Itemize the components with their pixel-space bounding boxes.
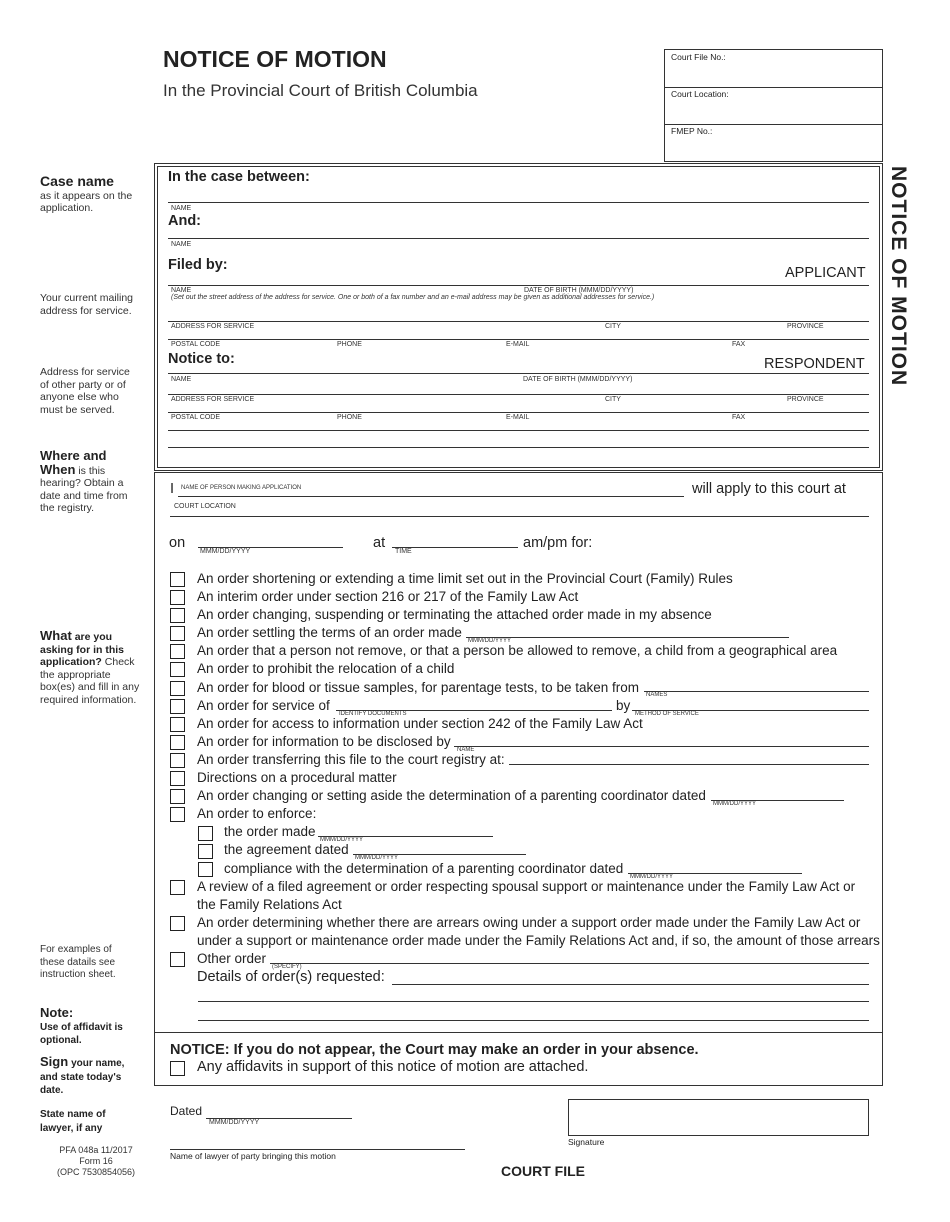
- order-7-names-label: NAMES: [646, 692, 668, 698]
- applicant-address-label: ADDRESS FOR SERVICE: [171, 323, 255, 330]
- respondent-contact-input[interactable]: [168, 396, 868, 412]
- order-13-date-input[interactable]: [713, 785, 843, 800]
- details-label: Details of order(s) requested:: [197, 969, 385, 985]
- court-file-label: Court File No.:: [671, 52, 726, 62]
- order-4-date-input[interactable]: [467, 622, 787, 637]
- applicant-city-label: CITY: [605, 323, 621, 330]
- and-label: And:: [168, 213, 202, 229]
- order-14-checkbox[interactable]: [170, 807, 185, 822]
- order-13-label: An order changing or setting aside the determination of a parenting coordinator dated: [197, 788, 706, 803]
- order-8-method-input[interactable]: [634, 695, 868, 710]
- sidebar-other-party: Address for service of other party or of anyone else who must be served.: [40, 366, 130, 416]
- order-1-checkbox[interactable]: [170, 572, 185, 587]
- applicant-label: APPLICANT: [785, 265, 866, 281]
- applicant-postal-label: POSTAL CODE: [171, 341, 221, 348]
- order-6-label: An order to prohibit the relocation of a child: [197, 661, 455, 676]
- order-16-label-line1: An order determining whether there are arrears owing under a support order made under the Family Law Act or: [197, 915, 861, 930]
- order-12-label: Directions on a procedural matter: [197, 770, 397, 785]
- order-11-label: An order transferring this file to the court registry at:: [197, 752, 505, 767]
- hearing-date-input[interactable]: [200, 531, 342, 547]
- order-14a-checkbox[interactable]: [198, 826, 213, 841]
- hearing-date-label: MMM/DD/YYYY: [200, 548, 251, 555]
- order-16-checkbox[interactable]: [170, 916, 185, 931]
- order-6-checkbox[interactable]: [170, 662, 185, 677]
- order-9-checkbox[interactable]: [170, 717, 185, 732]
- order-14b-date-label: MMM/DD/YYYY: [355, 855, 399, 861]
- form-id-line2: Form 16: [79, 1156, 113, 1166]
- sidebar-case-name: [40, 175, 150, 215]
- applicant-contact-input[interactable]: [168, 323, 868, 339]
- respondent-address-label: ADDRESS FOR SERVICE: [171, 396, 255, 403]
- note-title: Note:: [40, 1005, 74, 1020]
- sign-text: your name, and state today's date.: [40, 1058, 125, 1096]
- dated-input[interactable]: [208, 1102, 351, 1118]
- order-8-documents-label: IDENTIFY DOCUMENTS: [339, 711, 407, 717]
- page-title: NOTICE OF MOTION: [163, 46, 387, 72]
- form-id-line3: (OPC 7530854056): [56, 1167, 136, 1177]
- order-4-date-label: MMM/DD/YYYY: [468, 638, 512, 644]
- respondent-name-input[interactable]: [168, 357, 748, 373]
- court-file-input[interactable]: [669, 64, 877, 84]
- order-13-checkbox[interactable]: [170, 789, 185, 804]
- order-14-label: An order to enforce:: [197, 806, 317, 821]
- party1-name-label: NAME: [171, 205, 192, 212]
- order-3-label: An order changing, suspending or terminating the attached order made in my absence: [197, 607, 712, 622]
- order-3-checkbox[interactable]: [170, 608, 185, 623]
- order-8-by-label: by: [616, 698, 631, 713]
- signature-box[interactable]: [568, 1099, 869, 1136]
- sidebar-what: [40, 630, 145, 706]
- applicant-province-label: PROVINCE: [787, 323, 824, 330]
- applicant-phone-label: PHONE: [337, 341, 362, 348]
- court-location-hearing-label: COURT LOCATION: [174, 503, 236, 510]
- respondent-province-label: PROVINCE: [787, 396, 824, 403]
- details-input-2[interactable]: [198, 986, 868, 1001]
- person-making-label: NAME OF PERSON MAKING APPLICATION: [181, 485, 302, 491]
- hearing-time-label: TIME: [395, 548, 412, 555]
- signature-label: Signature: [568, 1137, 605, 1147]
- court-location-hearing-input[interactable]: [250, 500, 868, 516]
- ampm-label: am/pm for:: [523, 535, 593, 551]
- person-making-input[interactable]: [330, 479, 682, 495]
- applicant-address-input[interactable]: [168, 305, 868, 321]
- sidebar-note: [40, 1007, 140, 1048]
- order-14b-label: the agreement dated: [224, 842, 349, 857]
- sidebar-where-when: [40, 450, 140, 515]
- note-text: Use of affidavit is optional.: [40, 1021, 123, 1046]
- order-4-label: An order settling the terms of an order made: [197, 625, 462, 640]
- applicant-fax-label: FAX: [732, 341, 746, 348]
- page-subtitle: In the Provincial Court of British Columbia: [163, 81, 478, 100]
- order-17-specify-label: (SPECIFY): [272, 964, 302, 970]
- court-file-box: [664, 49, 883, 162]
- case-between-label: In the case between:: [168, 169, 310, 185]
- order-4-checkbox[interactable]: [170, 626, 185, 641]
- order-9-label: An order for access to information under section 242 of the Family Law Act: [197, 716, 643, 731]
- order-17-checkbox[interactable]: [170, 952, 185, 967]
- order-10-name-label: NAME: [457, 747, 475, 753]
- respondent-postal-label: POSTAL CODE: [171, 414, 221, 421]
- sign-title: Sign: [40, 1054, 69, 1069]
- order-5-label: An order that a person not remove, or that a person be allowed to remove, a child from a geographical area: [197, 643, 838, 658]
- respondent-phone-label: PHONE: [337, 414, 362, 421]
- order-15-label-line2: the Family Relations Act: [197, 897, 342, 912]
- order-17-specify-input[interactable]: [272, 948, 868, 963]
- vertical-title: NOTICE OF MOTION: [887, 166, 910, 387]
- applicant-email-label: E-MAIL: [506, 341, 530, 348]
- order-10-checkbox[interactable]: [170, 735, 185, 750]
- on-label: on: [169, 535, 186, 551]
- party2-name-input[interactable]: [210, 222, 868, 238]
- other-party-line2-input[interactable]: [168, 431, 868, 447]
- details-input-1[interactable]: [394, 969, 868, 984]
- filed-by-label: Filed by:: [168, 257, 228, 273]
- order-7-names-input[interactable]: [646, 676, 868, 691]
- sidebar-mailing: Your current mailing address for service.: [40, 292, 133, 317]
- sidebar-lawyer: [40, 1108, 130, 1135]
- order-8-label: An order for service of: [197, 698, 330, 713]
- i-label: I: [170, 481, 175, 497]
- order-11-checkbox[interactable]: [170, 753, 185, 768]
- order-10-name-input[interactable]: [456, 731, 868, 746]
- respondent-name-label: NAME: [171, 376, 192, 383]
- respondent-dob-label: DATE OF BIRTH (MMM/DD/YYYY): [523, 376, 633, 383]
- fmep-label: FMEP No.:: [671, 126, 713, 136]
- notice-to-label: Notice to:: [168, 351, 235, 367]
- court-file-footer: COURT FILE: [501, 1163, 585, 1179]
- applicant-name-input[interactable]: [168, 269, 768, 285]
- order-14c-date-label: MMM/DD/YYYY: [630, 874, 674, 880]
- order-14a-date-label: MMM/DD/YYYY: [320, 837, 364, 843]
- order-14c-date-input[interactable]: [630, 858, 801, 873]
- lawyer-name-input[interactable]: [170, 1134, 464, 1149]
- order-16-label-line2: under a support or maintenance order made under the Family Relations Act and, if so, the amount of those arrears: [197, 933, 880, 948]
- other-party-line1-input[interactable]: [168, 414, 868, 430]
- lawyer-name-label: Name of lawyer of party bringing this motion: [170, 1151, 336, 1161]
- order-7-checkbox[interactable]: [170, 681, 185, 696]
- dated-label: Dated: [170, 1104, 203, 1118]
- case-name-title: Case name: [40, 173, 114, 189]
- order-5-checkbox[interactable]: [170, 644, 185, 659]
- order-8-checkbox[interactable]: [170, 699, 185, 714]
- order-13-date-label: MMM/DD/YYYY: [713, 801, 757, 807]
- order-12-checkbox[interactable]: [170, 771, 185, 786]
- order-2-checkbox[interactable]: [170, 590, 185, 605]
- order-1-label: An order shortening or extending a time limit set out in the Provincial Court (Family) Rules: [197, 571, 733, 586]
- details-input-3[interactable]: [198, 1005, 868, 1020]
- order-8-documents-input[interactable]: [338, 695, 610, 710]
- when-title: When: [40, 461, 76, 477]
- service-note: (Set out the street address of the address for service. One or both of a fax number and an e-mail address may be given as additional addresses for service.): [171, 294, 655, 301]
- respondent-label: RESPONDENT: [764, 356, 865, 372]
- case-name-text: as it appears on the application.: [40, 189, 133, 214]
- what-title: What: [40, 628, 72, 643]
- order-14b-checkbox[interactable]: [198, 844, 213, 859]
- respondent-address-input[interactable]: [168, 378, 868, 394]
- where-title: Where and: [40, 448, 107, 463]
- lawyer-text: State name of lawyer, if any: [40, 1109, 106, 1134]
- order-15-checkbox[interactable]: [170, 880, 185, 895]
- dated-date-label: MMM/DD/YYYY: [209, 1119, 260, 1126]
- order-14b-date-input[interactable]: [355, 839, 525, 854]
- what-bold: are you asking for in this application?: [40, 631, 125, 668]
- applicant-dob-label: DATE OF BIRTH (MMM/DD/YYYY): [524, 287, 634, 294]
- order-14c-checkbox[interactable]: [198, 862, 213, 877]
- order-14a-date-input[interactable]: [320, 821, 492, 836]
- court-location-label: Court Location:: [671, 89, 729, 99]
- order-17-label: Other order: [197, 951, 267, 966]
- form-id: [50, 1145, 142, 1178]
- when-text: is this hearing? Obtain a date and time from the registry.: [40, 464, 128, 514]
- party2-name-label: NAME: [171, 241, 192, 248]
- party1-name-input[interactable]: [168, 186, 868, 202]
- order-14c-label: compliance with the determination of a parenting coordinator dated: [224, 861, 624, 876]
- order-2-label: An interim order under section 216 or 217 of the Family Law Act: [197, 589, 579, 604]
- respondent-city-label: CITY: [605, 396, 621, 403]
- court-location-input[interactable]: [669, 101, 877, 121]
- order-8-method-label: METHOD OF SERVICE: [635, 711, 699, 717]
- order-11-registry-input[interactable]: [511, 749, 868, 764]
- hearing-time-input[interactable]: [394, 531, 516, 547]
- what-text: Check the appropriate box(es) and fill in any required information.: [40, 656, 140, 706]
- fmep-input[interactable]: [669, 138, 877, 158]
- respondent-fax-label: FAX: [732, 414, 746, 421]
- affidavits-checkbox[interactable]: [170, 1061, 185, 1076]
- order-7-label: An order for blood or tissue samples, for parentage tests, to be taken from: [197, 680, 639, 695]
- notice-warning: NOTICE: If you do not appear, the Court may make an order in your absence.: [170, 1042, 699, 1058]
- sidebar-examples: For examples of these datails see instruction sheet.: [40, 944, 116, 980]
- at-label: at: [373, 535, 386, 551]
- order-10-label: An order for information to be disclosed by: [197, 734, 451, 749]
- will-apply-label: will apply to this court at: [692, 481, 846, 497]
- affidavits-label: Any affidavits in support of this notice of motion are attached.: [197, 1059, 589, 1075]
- order-14a-label: the order made: [224, 824, 316, 839]
- respondent-email-label: E-MAIL: [506, 414, 530, 421]
- sidebar-sign: [40, 1056, 140, 1098]
- order-15-label-line1: A review of a filed agreement or order respecting spousal support or maintenance under the Family Law Act or: [197, 879, 856, 894]
- applicant-name-label: NAME: [171, 287, 192, 294]
- form-id-line1: PFA 048a 11/2017: [59, 1145, 133, 1155]
